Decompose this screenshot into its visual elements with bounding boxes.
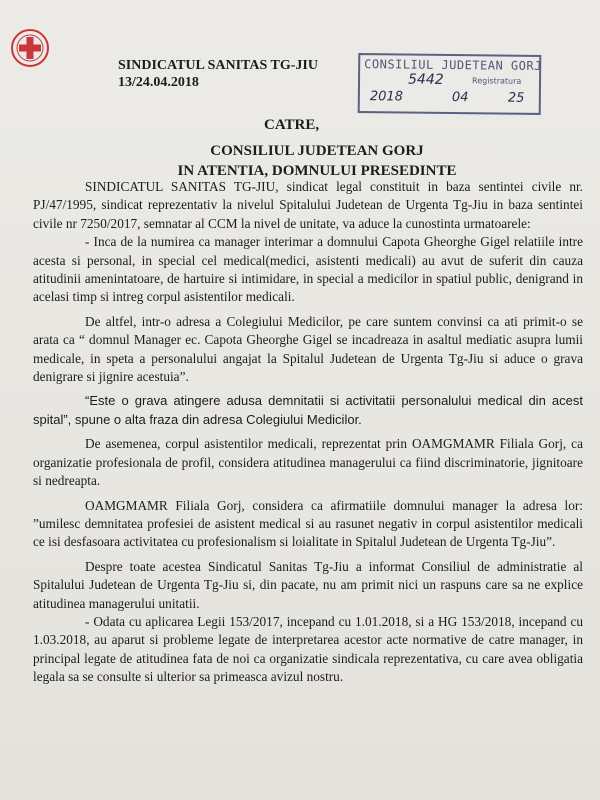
letter-body [33, 178, 583, 687]
stamp-title: CONSILIUL JUDETEAN GORJ [364, 57, 542, 73]
paragraph: SINDICATUL SANITAS TG-JIU, sindicat legal constituit in baza sentintei civile nr. PJ/47/1995, sindicat reprezentativ la nivelul Spitalului Judetean de Urgenta Tg-Jiu in baza sentintei civile nr 7250/2017, semnatar al CCM la nivel de unitate, va aduce la cunostinta urmatoarele: [33, 179, 583, 231]
reference-number: 13/24.04.2018 [118, 75, 199, 90]
sanitas-logo-icon [10, 28, 50, 68]
letter-header [118, 57, 318, 91]
paragraph: “Este o grava atingere adusa demnitatii si activitatii personalului medical din acest spital”, spune o alta fraza din adresa Colegiului Medicilor. [33, 393, 583, 427]
paragraph: Despre toate acestea Sindicatul Sanitas Tg-Jiu a informat Consiliul de administratie al Spitalului Judetean de Urgenta Tg-Jiu si, din pacate, nu am primit nici un raspuns care sa ne explice atitudinea managerului unitatii. [33, 558, 583, 611]
recipient-block [0, 141, 600, 181]
registration-stamp [358, 53, 542, 115]
stamp-month: 04 [451, 90, 469, 106]
addressee-label: CATRE, [264, 117, 320, 133]
recipient-attention: IN ATENTIA, DOMNULUI PRESEDINTE [177, 163, 457, 179]
stamp-number: 5442 [407, 71, 444, 88]
paragraph: - Inca de la numirea ca manager interimar a domnului Capota Gheorghe Gigel relatiile intre acesta si personal, in special cel medical(medici, asistenti medicali) au avut de suferit din cauza atitudinii amenintatoare, de hartuire si intimidare, in special a medicilor in spatiul public, denigrand in acelasi timp si intreg corpul asistentilor medicali. [33, 234, 583, 305]
paragraph: De altfel, intr-o adresa a Colegiului Medicilor, pe care suntem convinsi ca ati primit-o se arata ca “ domnul Manager ec. Capota Gheorghe Gigel se incadreaza in asaltul mediatic asupra lumii medicale, in speta a personalului angajat la Spitalul Judetean de Urgenta Tg-Jiu si aduce o grava denigrare si jignire acestuia”. [33, 313, 583, 385]
paragraph: - Odata cu aplicarea Legii 153/2017, incepand cu 1.01.2018, si a HG 153/2018, incepand cu 1.03.2018, au aparut si probleme legate de interpretarea acestor acte normative de catre manager, in principal legate de atitudinea fata de noi ca organizatie sindicala reprezentativa, cu care avea obligatia legala sa se consulte si ulterior sa primeasca avizul nostru. [33, 613, 583, 685]
sender-name: SINDICATUL SANITAS TG-JIU [118, 58, 318, 73]
paragraph: De asemenea, corpul asistentilor medicali, reprezentat prin OAMGMAMR Filiala Gorj, ca organizatie profesionala de profil, considera atitudinea managerului ca fiind discriminatorie, jignitoare si nedreapta. [33, 436, 583, 489]
recipient-name: CONSILIUL JUDETEAN GORJ [210, 143, 424, 159]
paragraph: OAMGMAMR Filiala Gorj, considera ca afirmatiile domnului manager la adresa lor: ”umilesc demnitatea profesiei de asistent medical si au rasunet negativ in corpul asistentilor medicali ce isi desfasoara activitatea cu profesionalism si loialitate in Spitalul Judetean de Urgenta Tg-Jiu”. [33, 497, 583, 550]
stamp-day: 25 [507, 90, 525, 106]
stamp-year: 2018 [369, 89, 404, 105]
stamp-label: Registratura [471, 76, 522, 86]
